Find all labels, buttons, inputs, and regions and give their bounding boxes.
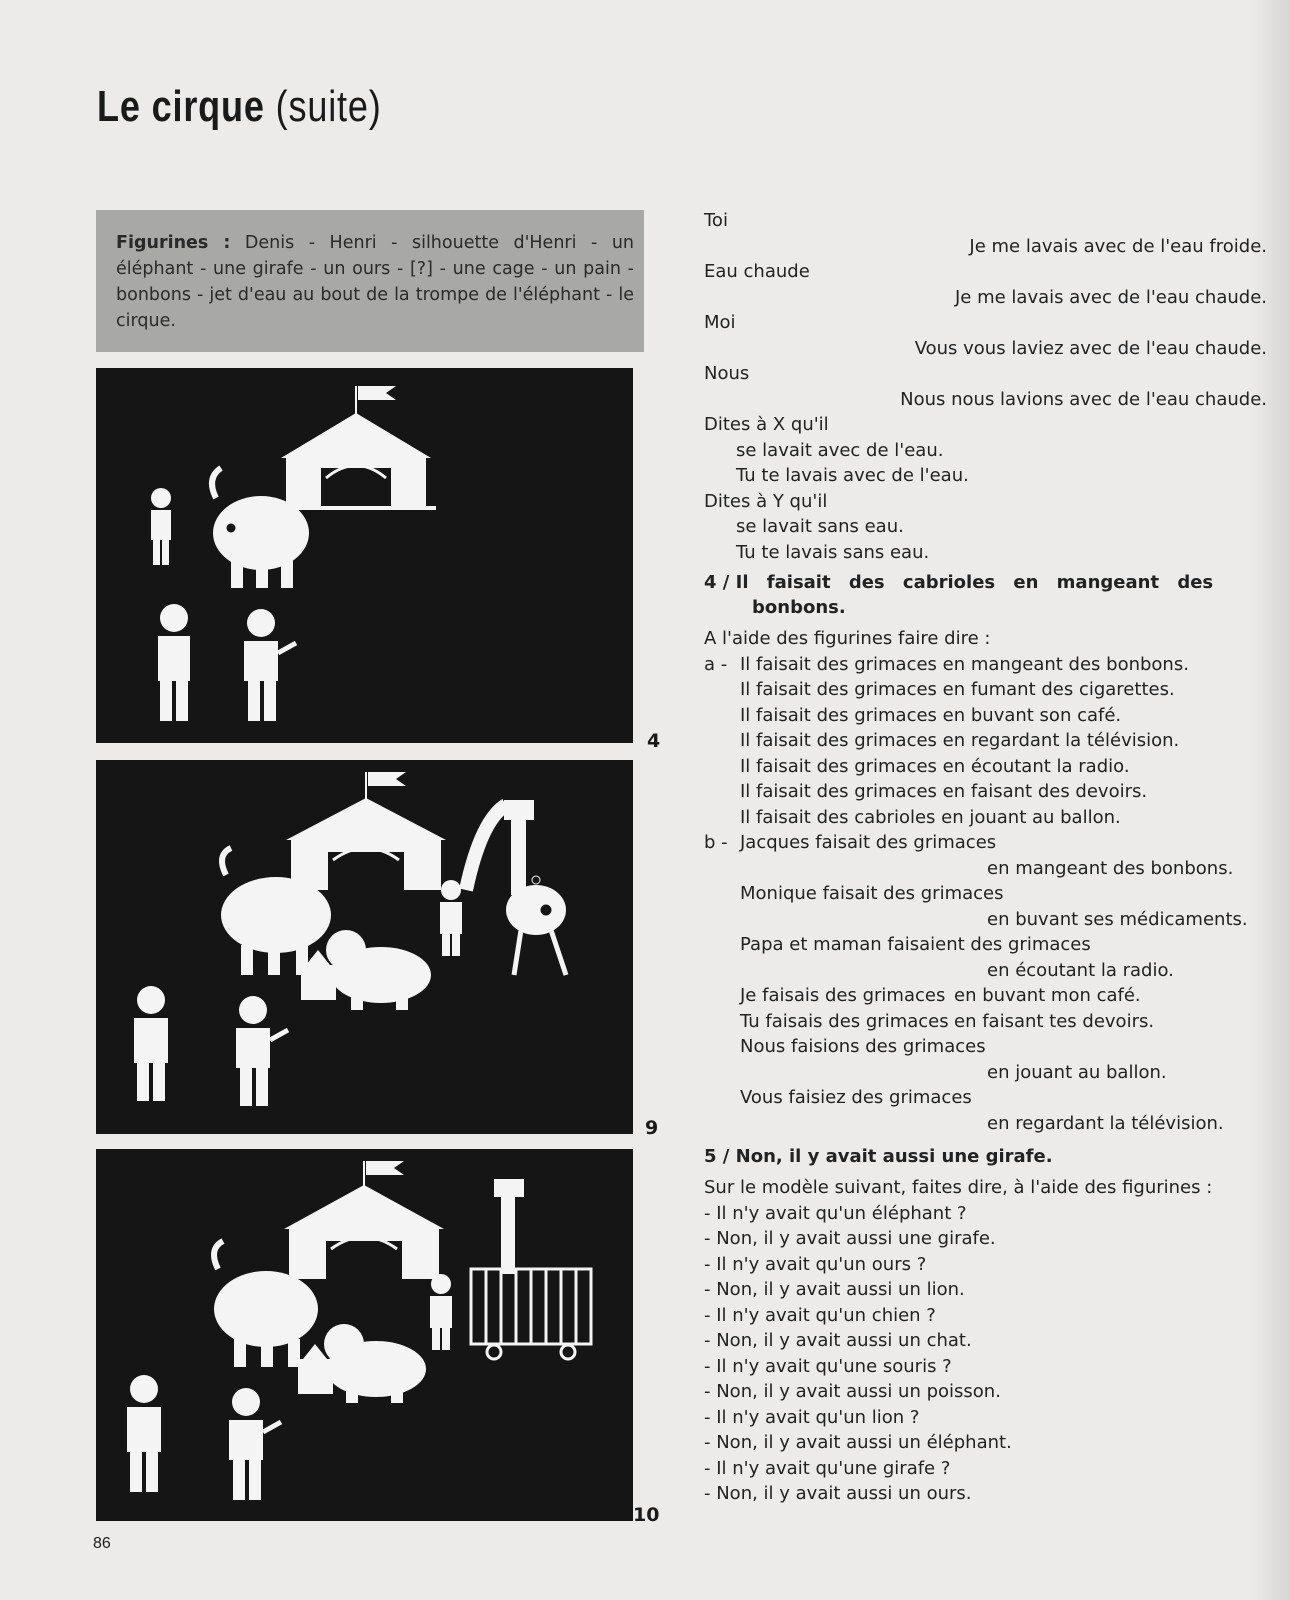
- item-prefix: b -: [704, 832, 728, 853]
- prompt-line: se lavait sans eau.: [736, 516, 904, 537]
- prompt-line: Moi: [704, 312, 736, 333]
- water-jet-icon: [466, 805, 506, 890]
- exercise-column: [704, 208, 1267, 1507]
- boy-denis-icon: [127, 1375, 161, 1492]
- illustration-panel-10: [96, 1149, 633, 1521]
- boy-henri-icon: [244, 609, 296, 721]
- page-title: [97, 82, 382, 132]
- answer-line: Nous nous lavions avec de l'eau chaude.: [900, 388, 1267, 410]
- answer-line: Vous vous laviez avec de l'eau chaude.: [914, 337, 1267, 359]
- child-figure-icon: [440, 880, 462, 956]
- answer-line: Je me lavais avec de l'eau chaude.: [955, 286, 1267, 308]
- exercise-number: 5 /: [704, 1146, 730, 1167]
- title-bold: Le cirque: [97, 82, 265, 131]
- prompt-line: Eau chaude: [704, 261, 810, 282]
- drill-line: en mangeant des bonbons.: [987, 857, 1234, 879]
- drill-line: Il faisait des grimaces en faisant des devoirs.: [740, 781, 1148, 802]
- drill-line: Il faisait des cabrioles en jouant au ballon.: [740, 806, 1121, 828]
- dialogue-line: - Non, il y avait aussi un ours.: [704, 1483, 972, 1504]
- dialogue-line: - Non, il y avait aussi un lion.: [704, 1279, 965, 1300]
- exercise-5-heading: [704, 1144, 1267, 1169]
- circus-illustration: [96, 368, 633, 743]
- giraffe-icon: [494, 1179, 524, 1274]
- dialogue-line: - Il n'y avait qu'une souris ?: [704, 1355, 952, 1377]
- dialogue-line: - Il n'y avait qu'un éléphant ?: [704, 1202, 967, 1224]
- circus-tent-icon: [284, 1161, 444, 1279]
- exercise-4-heading: [704, 570, 1267, 620]
- circus-tent-icon: [286, 772, 446, 890]
- exercise-title-cont: bonbons.: [752, 597, 846, 618]
- drill-line: en faisant tes devoirs.: [954, 1010, 1155, 1032]
- boy-denis-icon: [158, 604, 190, 721]
- child-figure-icon: [430, 1274, 452, 1350]
- illustration-panel-9: [96, 760, 633, 1134]
- drill-line: en jouant au ballon.: [987, 1061, 1167, 1083]
- drill-line: Il faisait des grimaces en fumant des cigarettes.: [740, 679, 1175, 700]
- exercise-title: Il faisait des cabrioles en mangeant des: [735, 572, 1214, 593]
- answer-line: Tu te lavais sans eau.: [736, 541, 930, 563]
- dialogue-line: - Non, il y avait aussi un éléphant.: [704, 1432, 1012, 1453]
- drill-line: Jacques faisait des grimaces: [740, 832, 997, 853]
- bear-icon: [324, 1324, 426, 1403]
- exercise-title: Non, il y avait aussi une girafe.: [735, 1146, 1053, 1167]
- prompt-line: Toi: [704, 210, 728, 231]
- item-prefix: a -: [704, 653, 728, 675]
- drill-line: Il faisait des grimaces en écoutant la radio.: [740, 755, 1130, 777]
- cage-icon: [471, 1269, 591, 1359]
- dialogue-line: - Il n'y avait qu'une girafe ?: [704, 1457, 951, 1479]
- dialogue-line: - Il n'y avait qu'un lion ?: [704, 1406, 920, 1428]
- giraffe-icon: [504, 800, 566, 975]
- drill-line: Tu faisais des grimaces: [740, 1010, 949, 1032]
- dialogue-line: - Il n'y avait qu'un ours ?: [704, 1253, 927, 1275]
- dialogue-line: - Non, il y avait aussi un poisson.: [704, 1381, 1001, 1402]
- child-figure-icon: [151, 488, 171, 565]
- drill-line: Il faisait des grimaces en buvant son café.: [740, 704, 1122, 726]
- boy-denis-icon: [134, 986, 168, 1101]
- drill-line: en écoutant la radio.: [987, 959, 1174, 981]
- dialogue-line: - Non, il y avait aussi un chat.: [704, 1330, 972, 1351]
- dialogue-line: - Il n'y avait qu'un chien ?: [704, 1304, 936, 1326]
- figurines-label: Figurines :: [116, 233, 231, 253]
- instruction: Sur le modèle suivant, faites dire, à l'aide des figurines :: [704, 1177, 1213, 1198]
- drill-line: Il faisait des grimaces en mangeant des bonbons.: [740, 653, 1189, 675]
- title-suffix: (suite): [275, 82, 382, 131]
- drill-line: Papa et maman faisaient des grimaces: [740, 934, 1091, 955]
- drill-line: en buvant ses médicaments.: [987, 908, 1248, 930]
- instruction: A l'aide des figurines faire dire :: [704, 628, 991, 649]
- figurines-box: [96, 210, 644, 352]
- prompt-line: Dites à X qu'il: [704, 414, 829, 435]
- circus-illustration: [96, 1149, 633, 1521]
- bear-icon: [326, 930, 431, 1010]
- drill-line: Monique faisait des grimaces: [740, 883, 1004, 904]
- prompt-line: Nous: [704, 363, 750, 384]
- drill-line: Je faisais des grimaces: [740, 985, 946, 1006]
- dialogue-line: - Non, il y avait aussi une girafe.: [704, 1228, 996, 1249]
- drill-line: en buvant mon café.: [954, 985, 1141, 1006]
- circus-tent-icon: [276, 386, 436, 510]
- boy-henri-icon: [229, 1388, 281, 1500]
- drill-line: Nous faisions des grimaces: [740, 1036, 986, 1057]
- boy-henri-icon: [236, 996, 288, 1106]
- prompt-line: se lavait avec de l'eau.: [736, 439, 944, 461]
- drill-line: Il faisait des grimaces en regardant la télévision.: [740, 730, 1180, 751]
- drill-line: en regardant la télévision.: [987, 1112, 1224, 1134]
- page-number: 86: [93, 1535, 111, 1552]
- illustration-panel-4: [96, 368, 633, 743]
- circus-illustration: [96, 760, 633, 1134]
- panel-number: 4: [647, 730, 661, 752]
- exercise-number: 4 /: [704, 572, 730, 593]
- prompt-line: Dites à Y qu'il: [704, 490, 828, 512]
- drill-line: Vous faisiez des grimaces: [740, 1087, 972, 1108]
- panel-number: 9: [645, 1117, 659, 1139]
- panel-number: 10: [633, 1504, 660, 1526]
- figurines-text: Denis - Henri - silhouette d'Henri - un éléphant - une girafe - un ours - [?] - une cage - un pain - bonbons - jet d'eau au bout de la trompe de l'éléphant - le cirque.: [116, 233, 634, 331]
- answer-line: Tu te lavais avec de l'eau.: [736, 465, 969, 486]
- answer-line: Je me lavais avec de l'eau froide.: [969, 235, 1267, 257]
